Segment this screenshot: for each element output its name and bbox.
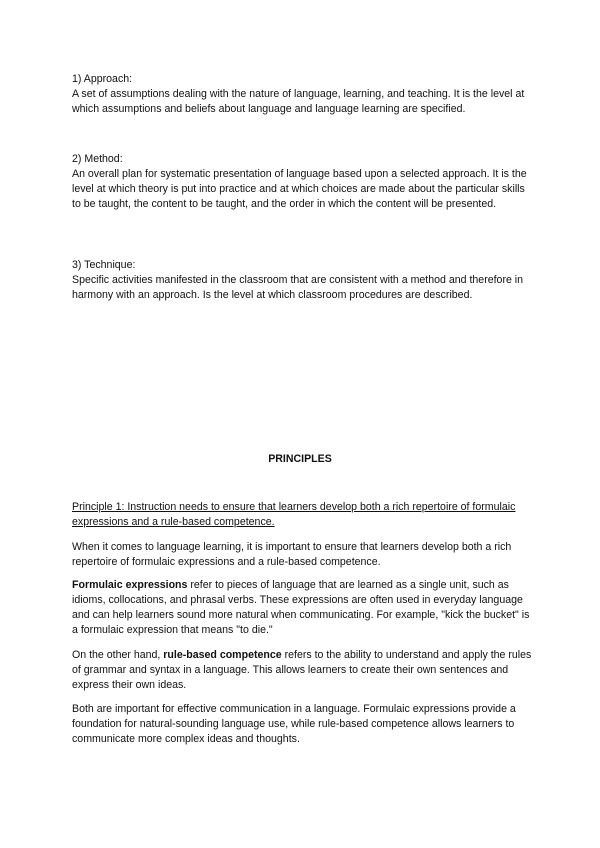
conclusion-paragraph [72,702,532,747]
principle-1-text: Principle 1: Instruction needs to ensure that learners develop both a rich repertoire of formulaic expressions and a rule-based competence. [72,501,516,528]
section-approach [72,72,532,117]
section-title: 3) Technique: [72,259,136,271]
section-title: 2) Method: [72,153,123,165]
conclusion-text: Both are important for effective communication in a language. Formulaic expressions provide a foundation for natural-sounding language use, while rule-based competence allows learners to communicate more complex ideas and thoughts. [72,703,516,745]
formulaic-text [72,578,532,638]
principles-heading: PRINCIPLES [268,453,332,465]
section-body: An overall plan for systematic presentation of language based upon a selected approach. It is the level at which theory is put into practice and at which choices are made about the particular skills to be taught, the content to be taught, and the order in which the content will be presented. [72,168,527,210]
intro-text: When it comes to language learning, it is important to ensure that learners develop both a rich repertoire of formulaic expressions and a rule-based competence. [72,541,512,568]
rule-based-paragraph [72,648,532,693]
rule-description: refers to the ability to understand and apply the rules of grammar and syntax in a language. This allows learners to create their own sentences and express their own ideas. [72,649,532,691]
formulaic-description: refer to pieces of language that are learned as a single unit, such as idioms, collocations, and phrasal verbs. These expressions are often used in everyday language and can help learners sound more natural when communicating. For example, "kick the bucket" is a formulaic expression that means "to die." [72,579,530,636]
section-body: A set of assumptions dealing with the nature of language, learning, and teaching. It is the level at which assumptions and beliefs about language and language learning are specified. [72,88,525,115]
section-title: 1) Approach: [72,73,133,85]
rule-based-text [72,648,532,693]
rule-prefix: On the other hand, [72,649,164,661]
formulaic-term: Formulaic expressions [72,579,188,591]
section-body: Specific activities manifested in the classroom that are consistent with a method and therefore in harmony with an approach. Is the level at which classroom procedures are described. [72,274,524,301]
section-method [72,152,532,212]
principle-intro [72,540,532,570]
rule-term: rule-based competence [163,649,282,661]
principle-1-statement [72,500,532,530]
section-technique [72,258,532,303]
formulaic-paragraph [72,578,532,638]
